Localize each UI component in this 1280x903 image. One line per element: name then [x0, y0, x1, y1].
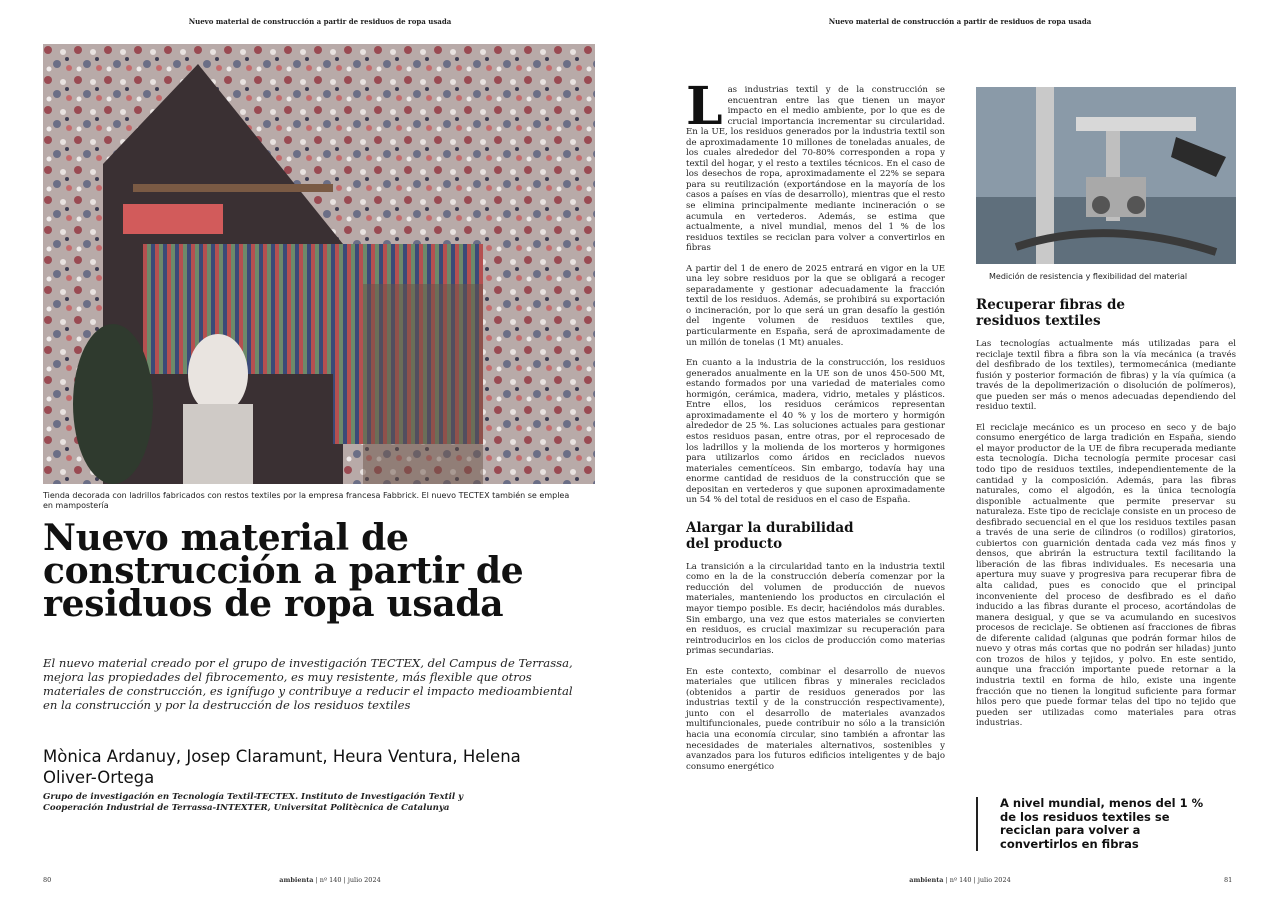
article-title: Nuevo material de construcción a partir de residuos de ropa usada — [43, 517, 524, 625]
article-lede: El nuevo material creado por el grupo de investigación TECTEX, del Campus de Terrassa, mejora las propiedades del fibrocemento, es muy resistente, más flexible que otros materiales de construcción, es ignífugo y contribuye a reducir el impacto medioambiental en la construcción y por la destrucción de los residuos textiles — [43, 656, 573, 712]
section-heading-durability: Alargar la durabilidad del producto — [686, 519, 854, 552]
right-page-number: 81 — [1224, 876, 1233, 884]
section-heading-recover-fibres: Recuperar fibras de residuos textiles — [976, 297, 1125, 329]
left-photo-caption: Tienda decorada con ladrillos fabricados con restos textiles por la empresa francesa Fabbrick. El nuevo TECTEX también se emplea en mampostería — [43, 491, 570, 510]
paragraph-context: En este contexto, combinar el desarrollo de nuevos materiales que utilicen fibras y minerales reciclados (obtenidos a partir de residuos generados por las industrias textil y de la construcción respectivamente), junto con el desarrollo de materiales avanzados multifuncionales, puede contribuir no sólo a la transición hacia una economía circular, sino también a afrontar las necesidades de materiales alternativos, sostenibles y avanzados para los futuros edificios inteligentes y de bajo consumo energético — [686, 666, 945, 772]
left-footer-issue: nº 140 | julio 2024 — [319, 876, 381, 884]
intro-paragraph — [686, 76, 945, 254]
intro-text: as industrias textil y de la construcción se encuentran entre las que tienen un mayor impacto en el medio ambiente, por lo que es de crucial importancia incrementar su circularidad. En la UE, los residuos generados por la industria textil son de aproximadamente 10 millones de toneladas anuales, de los cuales alrededor del 70-80% corresponden a ropa y textil del hogar, y el resto a textiles técnicos. En el caso de los desechos de ropa, aproximadamente el 22% se separa para su reutilización (exportándose en la mayoría de los casos a países en vías de desarrollo), mientras que el resto se elimina principalmente mediante incineración o se acumula en vertederos. Además, se estima que actualmente, a nivel mundial, menos del 1 % de los residuos textiles se reciclan para volver a convertirlos en fibras — [686, 85, 945, 254]
paragraph-technologies: Las tecnologías actualmente más utilizadas para el reciclaje textil fibra a fibra son la vía mecánica (a través del desfibrado de los textiles), termomecánica (mediante fusión y posterior formación de fibras) y la vía química (a través de la depolimerización o disolución de polímeros), que pueden ser más o menos adecuadas dependiendo del residuo textil. — [976, 339, 1236, 413]
left-footer: ambienta | nº 140 | julio 2024 — [279, 876, 381, 884]
store-photo-illustration — [43, 44, 595, 484]
machine-photo — [976, 87, 1236, 264]
store-photo — [43, 44, 595, 484]
paragraph-transition: La transición a la circularidad tanto en la industria textil como en la de la construcción debería comenzar por la reducción del volumen de producción de nuevos materiales, manteniendo los productos en circulación el mayor tiempo posible. Es decir, haciéndolos más durables. Sin embargo, una vez que estos materiales se convierten en residuos, es crucial maximizar su recuperación para reintroducirlos en los ciclos de producción como materias primas secundarias. — [686, 561, 945, 657]
right-column-2 — [976, 283, 1236, 739]
machine-photo-illustration — [976, 87, 1236, 264]
paragraph-mechanical-recycling: El reciclaje mecánico es un proceso en seco y de bajo consumo energético de larga tradición en España, siendo el mayor productor de la UE de fibra recuperada mediante esta tecnología. Dicha tecnología permite procesar casi todo tipo de residuos textiles, independientemente de la cantidad y la composición. Además, para las fibras naturales, como el algodón, es la única tecnología disponible actualmente que permite preservar su naturaleza. Este tipo de reciclaje consiste en un proceso de desfibrado secuencial en el que los residuos textiles pasan a través de una serie de cilindros (o rodillos) giratorios, cubiertos con guarnición dentada cada vez más finos y densos, que abrirán la estructura textil facilitando la liberación de las fibras individuales. Es necesaria una apertura muy suave y progresiva para recuperar fibra de alta calidad, pues es conocido que el principal inconveniente del proceso de desfibrado es el daño inducido a las fibras durante el proceso, acortándolas de manera desigual, y que se va acumulando en sucesivos procesos de reciclaje. Se obtienen así fracciones de fibras de diferente calidad (algunas que podrán formar hilos de nuevo y otras más cortas que no podrán ser hiladas) junto con trozos de hilos y tejidos, y polvo. En este sentido, aunque una fracción importante puede retornar a la industria textil en forma de hilo, existe una ingente fracción que no tienen la longitud suficiente para formar hilos pero que puede formar telas del tipo no tejido que pueden ser utilizadas como materiales para otras industrias. — [976, 422, 1236, 729]
pull-quote: A nivel mundial, menos del 1 % de los residuos textiles se reciclan para volver a convertirlos en fibras — [976, 797, 1222, 851]
left-running-head: Nuevo material de construcción a partir de residuos de ropa usada — [188, 17, 452, 26]
right-photo-caption: Medición de resistencia y flexibilidad del material — [989, 272, 1188, 281]
paragraph-construction-waste: En cuanto a la industria de la construcción, los residuos generados anualmente en la UE son de unos 450-500 Mt, estando formados por una variedad de materiales como hormigón, cerámica, madera, vidrio, metales y plásticos. Entre ellos, los residuos cerámicos representan aproximadamente el 40 % y los de mortero y hormigón alrededor de 25 %. Las soluciones actuales para gestionar estos residuos pasan, entre otras, por el reprocesado de los ladrillos y la molienda de los morteros y hormigones para utilizarlos como áridos en reciclados nuevos materiales cementíceos. Sin embargo, todavía hay una enorme cantidad de residuos de la construcción que se depositan en vertederos y que suponen aproximadamente un 54 % del total de residuos en el caso de España. — [686, 358, 945, 506]
left-page-number: 80 — [43, 876, 52, 884]
right-footer: ambienta | nº 140 | julio 2024 — [909, 876, 1011, 884]
author-affiliation: Grupo de investigación en Tecnología Textil-TECTEX. Instituto de Investigación Textil y Cooperación Industrial de Terrassa-INTEXTER, Universitat Politècnica de Catalunya — [43, 792, 464, 813]
right-column-1 — [686, 76, 945, 782]
article-authors: Mònica Ardanuy, Josep Claramunt, Heura Ventura, Helena Oliver-Ortega — [43, 747, 521, 787]
right-running-head: Nuevo material de construcción a partir de residuos de ropa usada — [828, 17, 1092, 26]
left-footer-magazine: ambienta — [279, 876, 314, 884]
paragraph-eu-law: A partir del 1 de enero de 2025 entrará en vigor en la UE una ley sobre residuos por la que se obligará a recoger separadamente y gestionar adecuadamente la fracción textil de los residuos. Además, se prohibirá su exportación o incineración, por lo que será un gran desafío la gestión del ingente volumen de residuos textiles que, particularmente en España, será de aproximadamente de un millón de tonelas (1 Mt) anuales. — [686, 263, 945, 348]
right-footer-issue: nº 140 | julio 2024 — [949, 876, 1011, 884]
drop-cap: L — [686, 76, 723, 137]
right-footer-magazine: ambienta — [909, 876, 944, 884]
